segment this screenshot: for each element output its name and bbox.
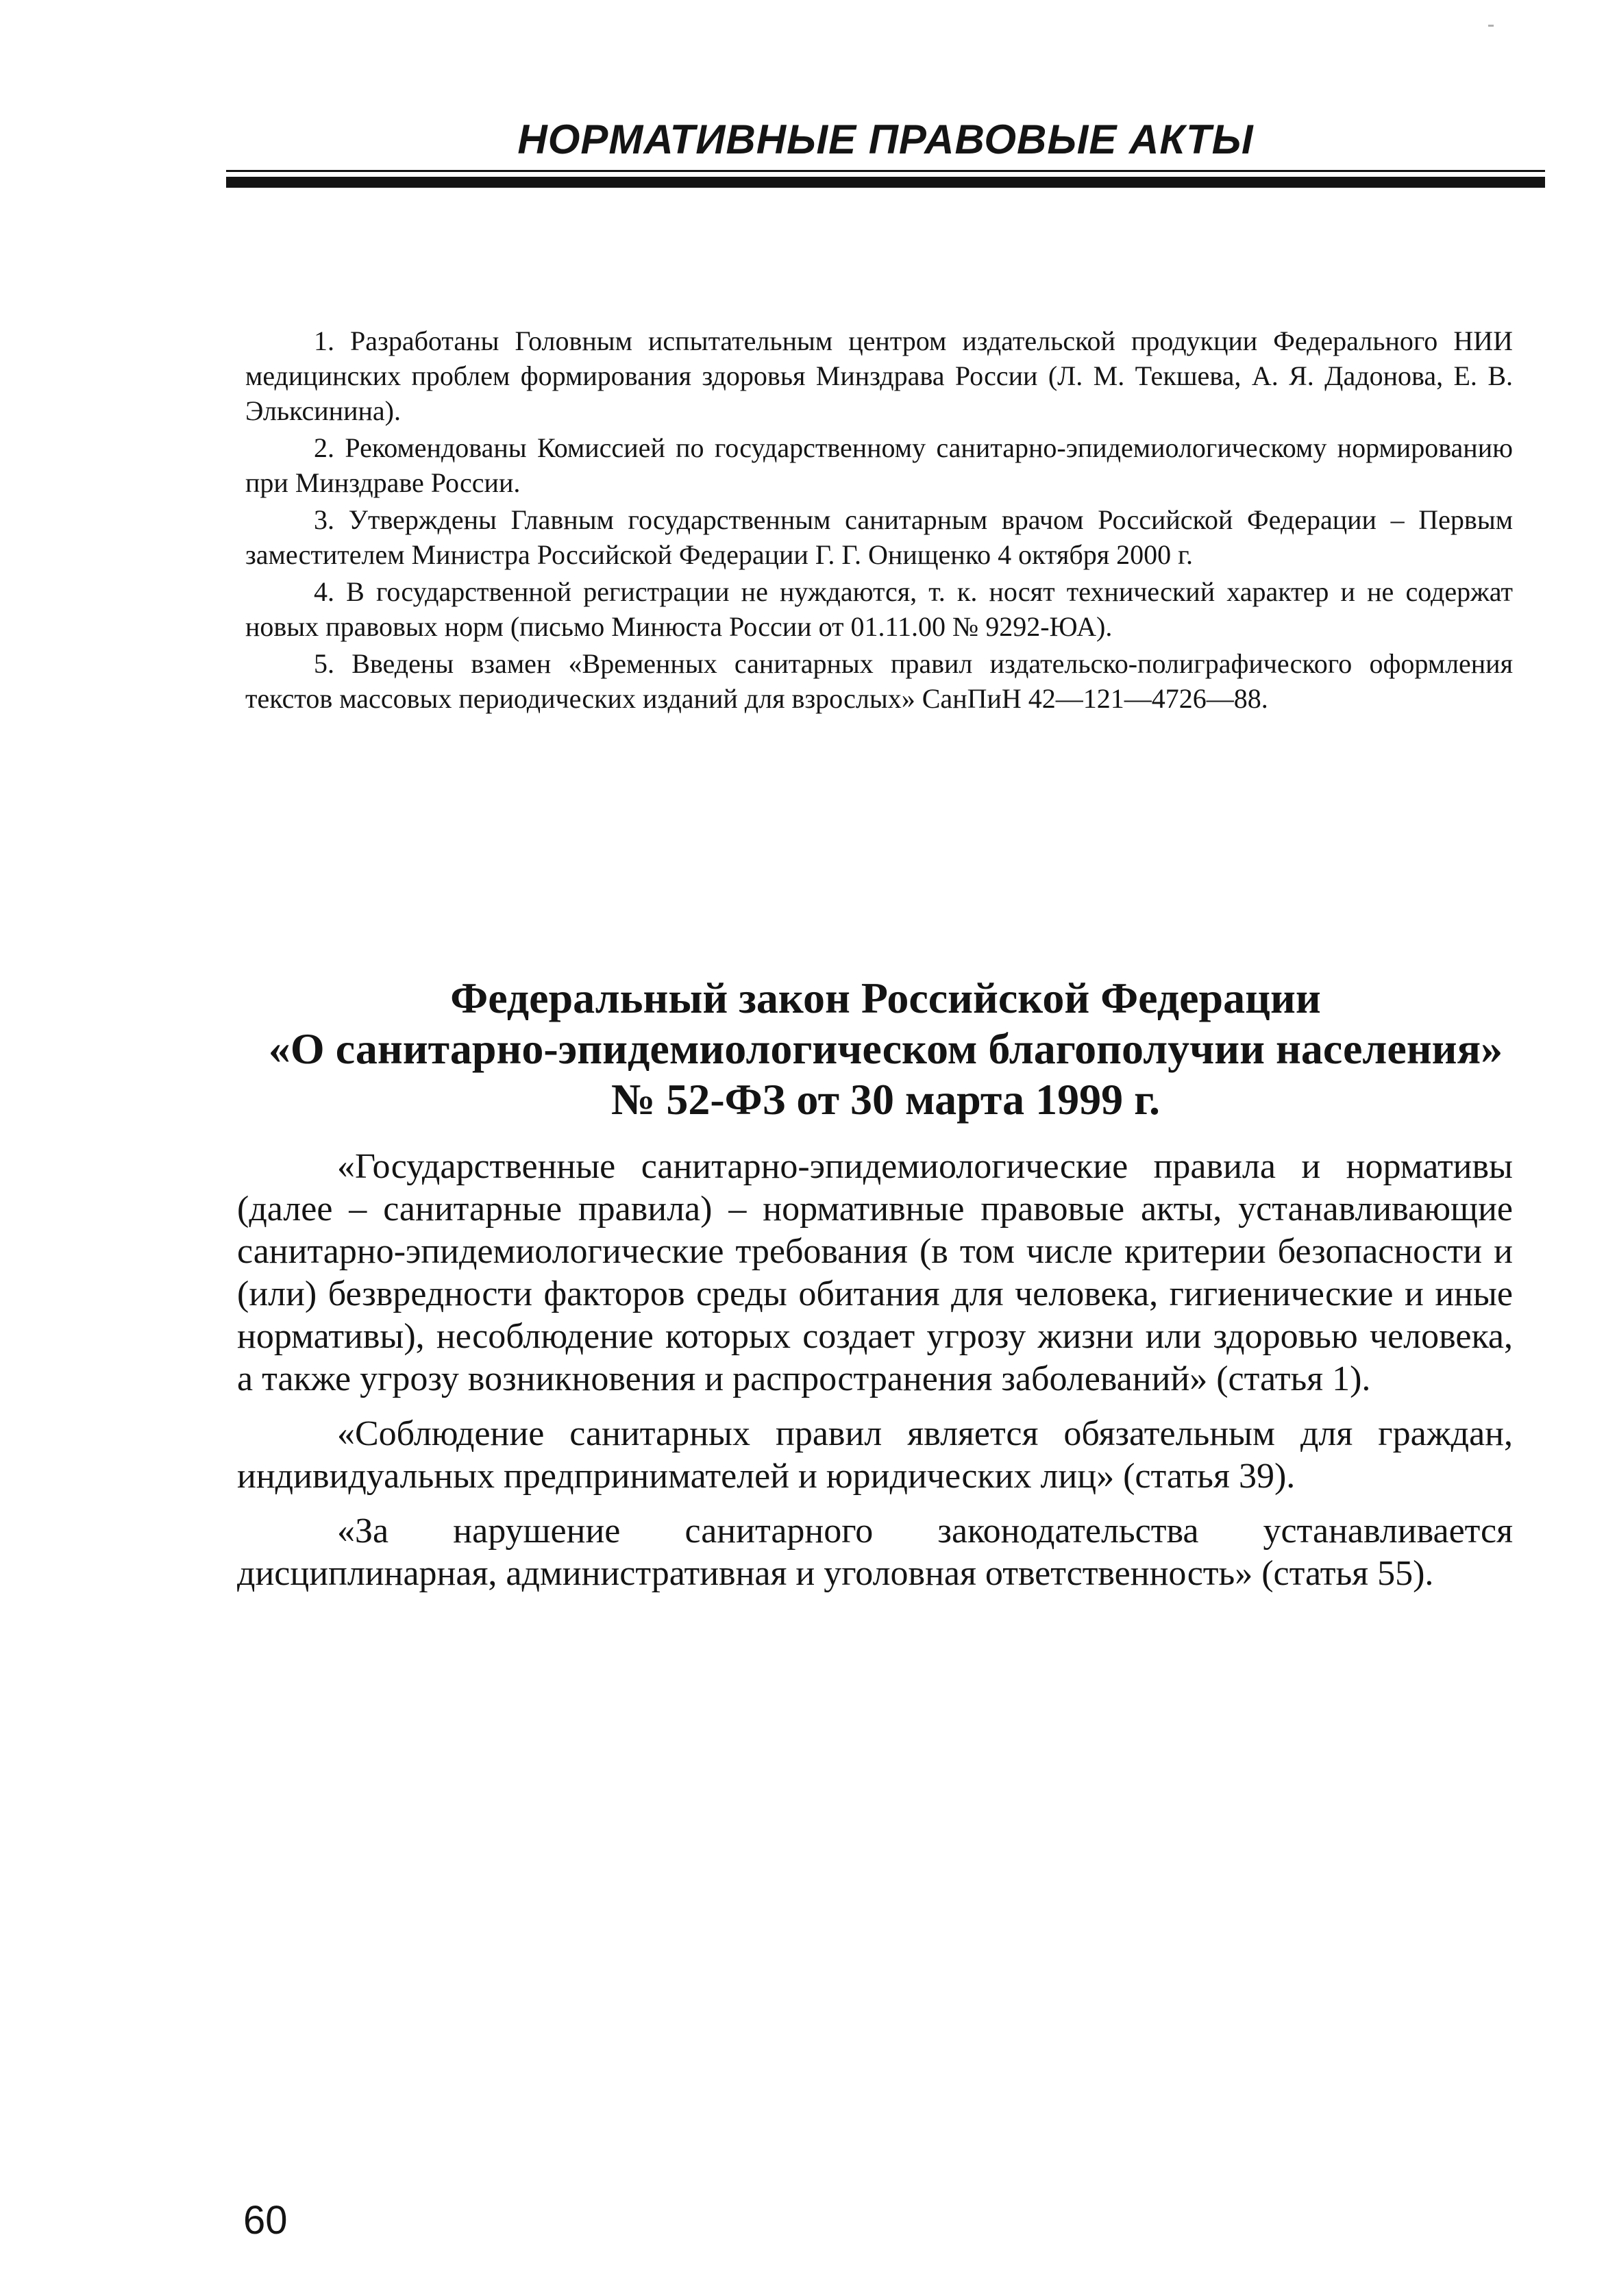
- law-quote: «Соблюдение санитарных правил является обязательным для граждан, индивидуальных предпринимателей и юридических лиц» (статья 39).: [237, 1414, 1513, 1496]
- law-title-line-2: «О санитарно-эпидемиологическом благополучии населения»: [268, 1024, 1503, 1073]
- scan-mark: [1488, 25, 1494, 27]
- law-quote: «За нарушение санитарного законодательства устанавливается дисциплинарная, административная и уголовная ответственность» (статья 55).: [237, 1511, 1513, 1593]
- law-title-line-3: № 52-ФЗ от 30 марта 1999 г.: [611, 1075, 1160, 1124]
- note-item: 5. Введены взамен «Временных санитарных правил издательско-полиграфического оформления текстов массовых периодических изданий для взрослых» СанПиН 42—121—4726—88.: [245, 648, 1513, 714]
- header-rule-thin: [226, 170, 1545, 172]
- note-item: 1. Разработаны Головным испытательным центром издательской продукции Федерального НИИ медицинских проблем формирования здоровья Минздрава России (Л. М. Текшева, А. Я. Дадонова, Е. В. Эльксинина).: [245, 325, 1513, 426]
- law-quotes: [237, 1146, 1513, 1607]
- note-item: 4. В государственной регистрации не нуждаются, т. к. носят технический характер и не содержат новых правовых норм (письмо Минюста России от 01.11.00 № 9292-ЮА).: [245, 576, 1513, 642]
- header-rule-thick: [226, 177, 1545, 188]
- note-item: 2. Рекомендованы Комиссией по государственному санитарно-эпидемиологическому нормированию при Минздраве России.: [245, 432, 1513, 498]
- law-title: [226, 973, 1545, 1125]
- document-notes: [245, 323, 1513, 718]
- section-header-title: НОРМАТИВНЫЕ ПРАВОВЫЕ АКТЫ: [517, 116, 1254, 162]
- page-number: 60: [243, 2198, 288, 2243]
- note-item: 3. Утверждены Главным государственным санитарным врачом Российской Федерации – Первым заместителем Министра Российской Федерации Г. Г. Онищенко 4 октября 2000 г.: [245, 504, 1513, 570]
- law-quote: «Государственные санитарно-эпидемиологические правила и нормативы (далее – санитарные правила) – нормативные правовые акты, устанавливающие санитарно-эпидемиологические требования (в том числе критерии безопасности и (или) безвредности факторов среды обитания для человека, гигиенические и иные нормативы), несоблюдение которых создает угрозу жизни или здоровью человека, а также угрозу возникновения и распространения заболеваний» (статья 1).: [237, 1147, 1513, 1398]
- law-title-line-1: Федеральный закон Российской Федерации: [450, 974, 1321, 1022]
